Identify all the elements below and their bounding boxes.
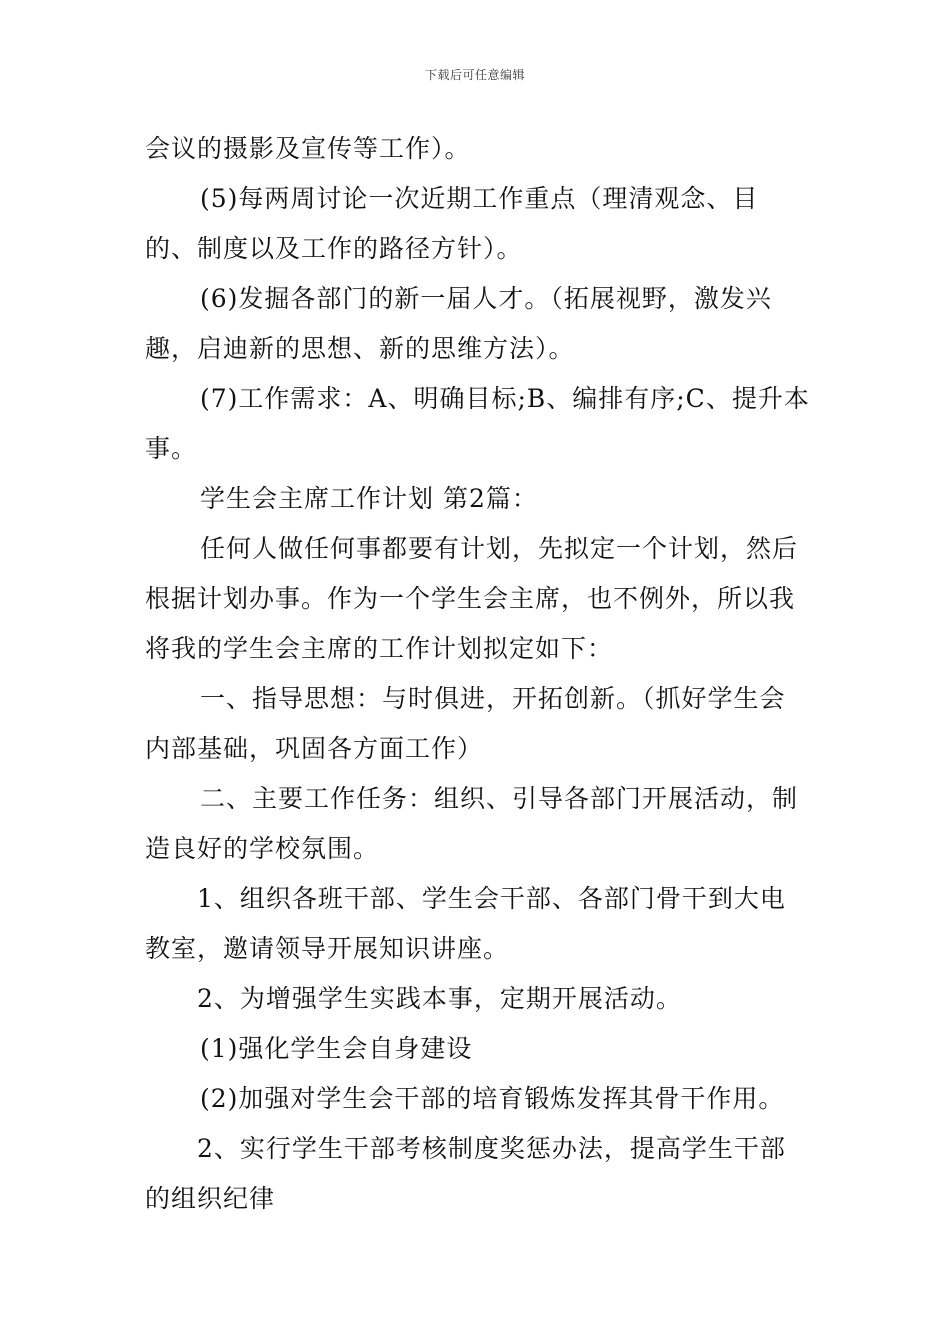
paragraph-continuation: 会议的摄影及宣传等工作）。: [145, 134, 471, 163]
paragraph-task-2b: 2、实行学生干部考核制度奖惩办法，提高学生干部的组织纪律: [145, 1134, 786, 1213]
section-heading: 学生会主席工作计划 第2篇：: [200, 484, 538, 513]
paragraph-task-1: 1、组织各班干部、学生会干部、各部门骨干到大电教室，邀请领导开展知识讲座。: [145, 884, 786, 963]
paragraph-subitem-2: (2)加强对学生会干部的培育锻炼发挥其骨干作用。: [200, 1084, 785, 1113]
paragraph-intro: 任何人做任何事都要有计划，先拟定一个计划，然后根据计划办事。作为一个学生会主席，也不例外，所以我将我的学生会主席的工作计划拟定如下：: [145, 534, 799, 663]
paragraph-item-6: (6)发掘各部门的新一届人才。（拓展视野，激发兴趣，启迪新的思想、新的思维方法）。: [145, 284, 772, 363]
paragraph-task-2: 2、为增强学生实践本事，定期开展活动。: [197, 984, 682, 1013]
paragraph-item-7: (7)工作需求：A、明确目标;B、编排有序;C、提升本事。: [145, 384, 810, 463]
header-note: 下载后可任意编辑: [424, 68, 525, 82]
paragraph-subitem-1: (1)强化学生会自身建设: [200, 1034, 473, 1063]
paragraph-main-tasks: 二、主要工作任务：组织、引导各部门开展活动，制造良好的学校氛围。: [145, 784, 799, 863]
document-body: [145, 124, 810, 1224]
paragraph-guiding-thought: 一、指导思想：与时俱进，开拓创新。（抓好学生会内部基础，巩固各方面工作）: [145, 684, 786, 763]
paragraph-item-5: (5)每两周讨论一次近期工作重点（理清观念、目的、制度以及工作的路径方针）。: [145, 184, 759, 263]
